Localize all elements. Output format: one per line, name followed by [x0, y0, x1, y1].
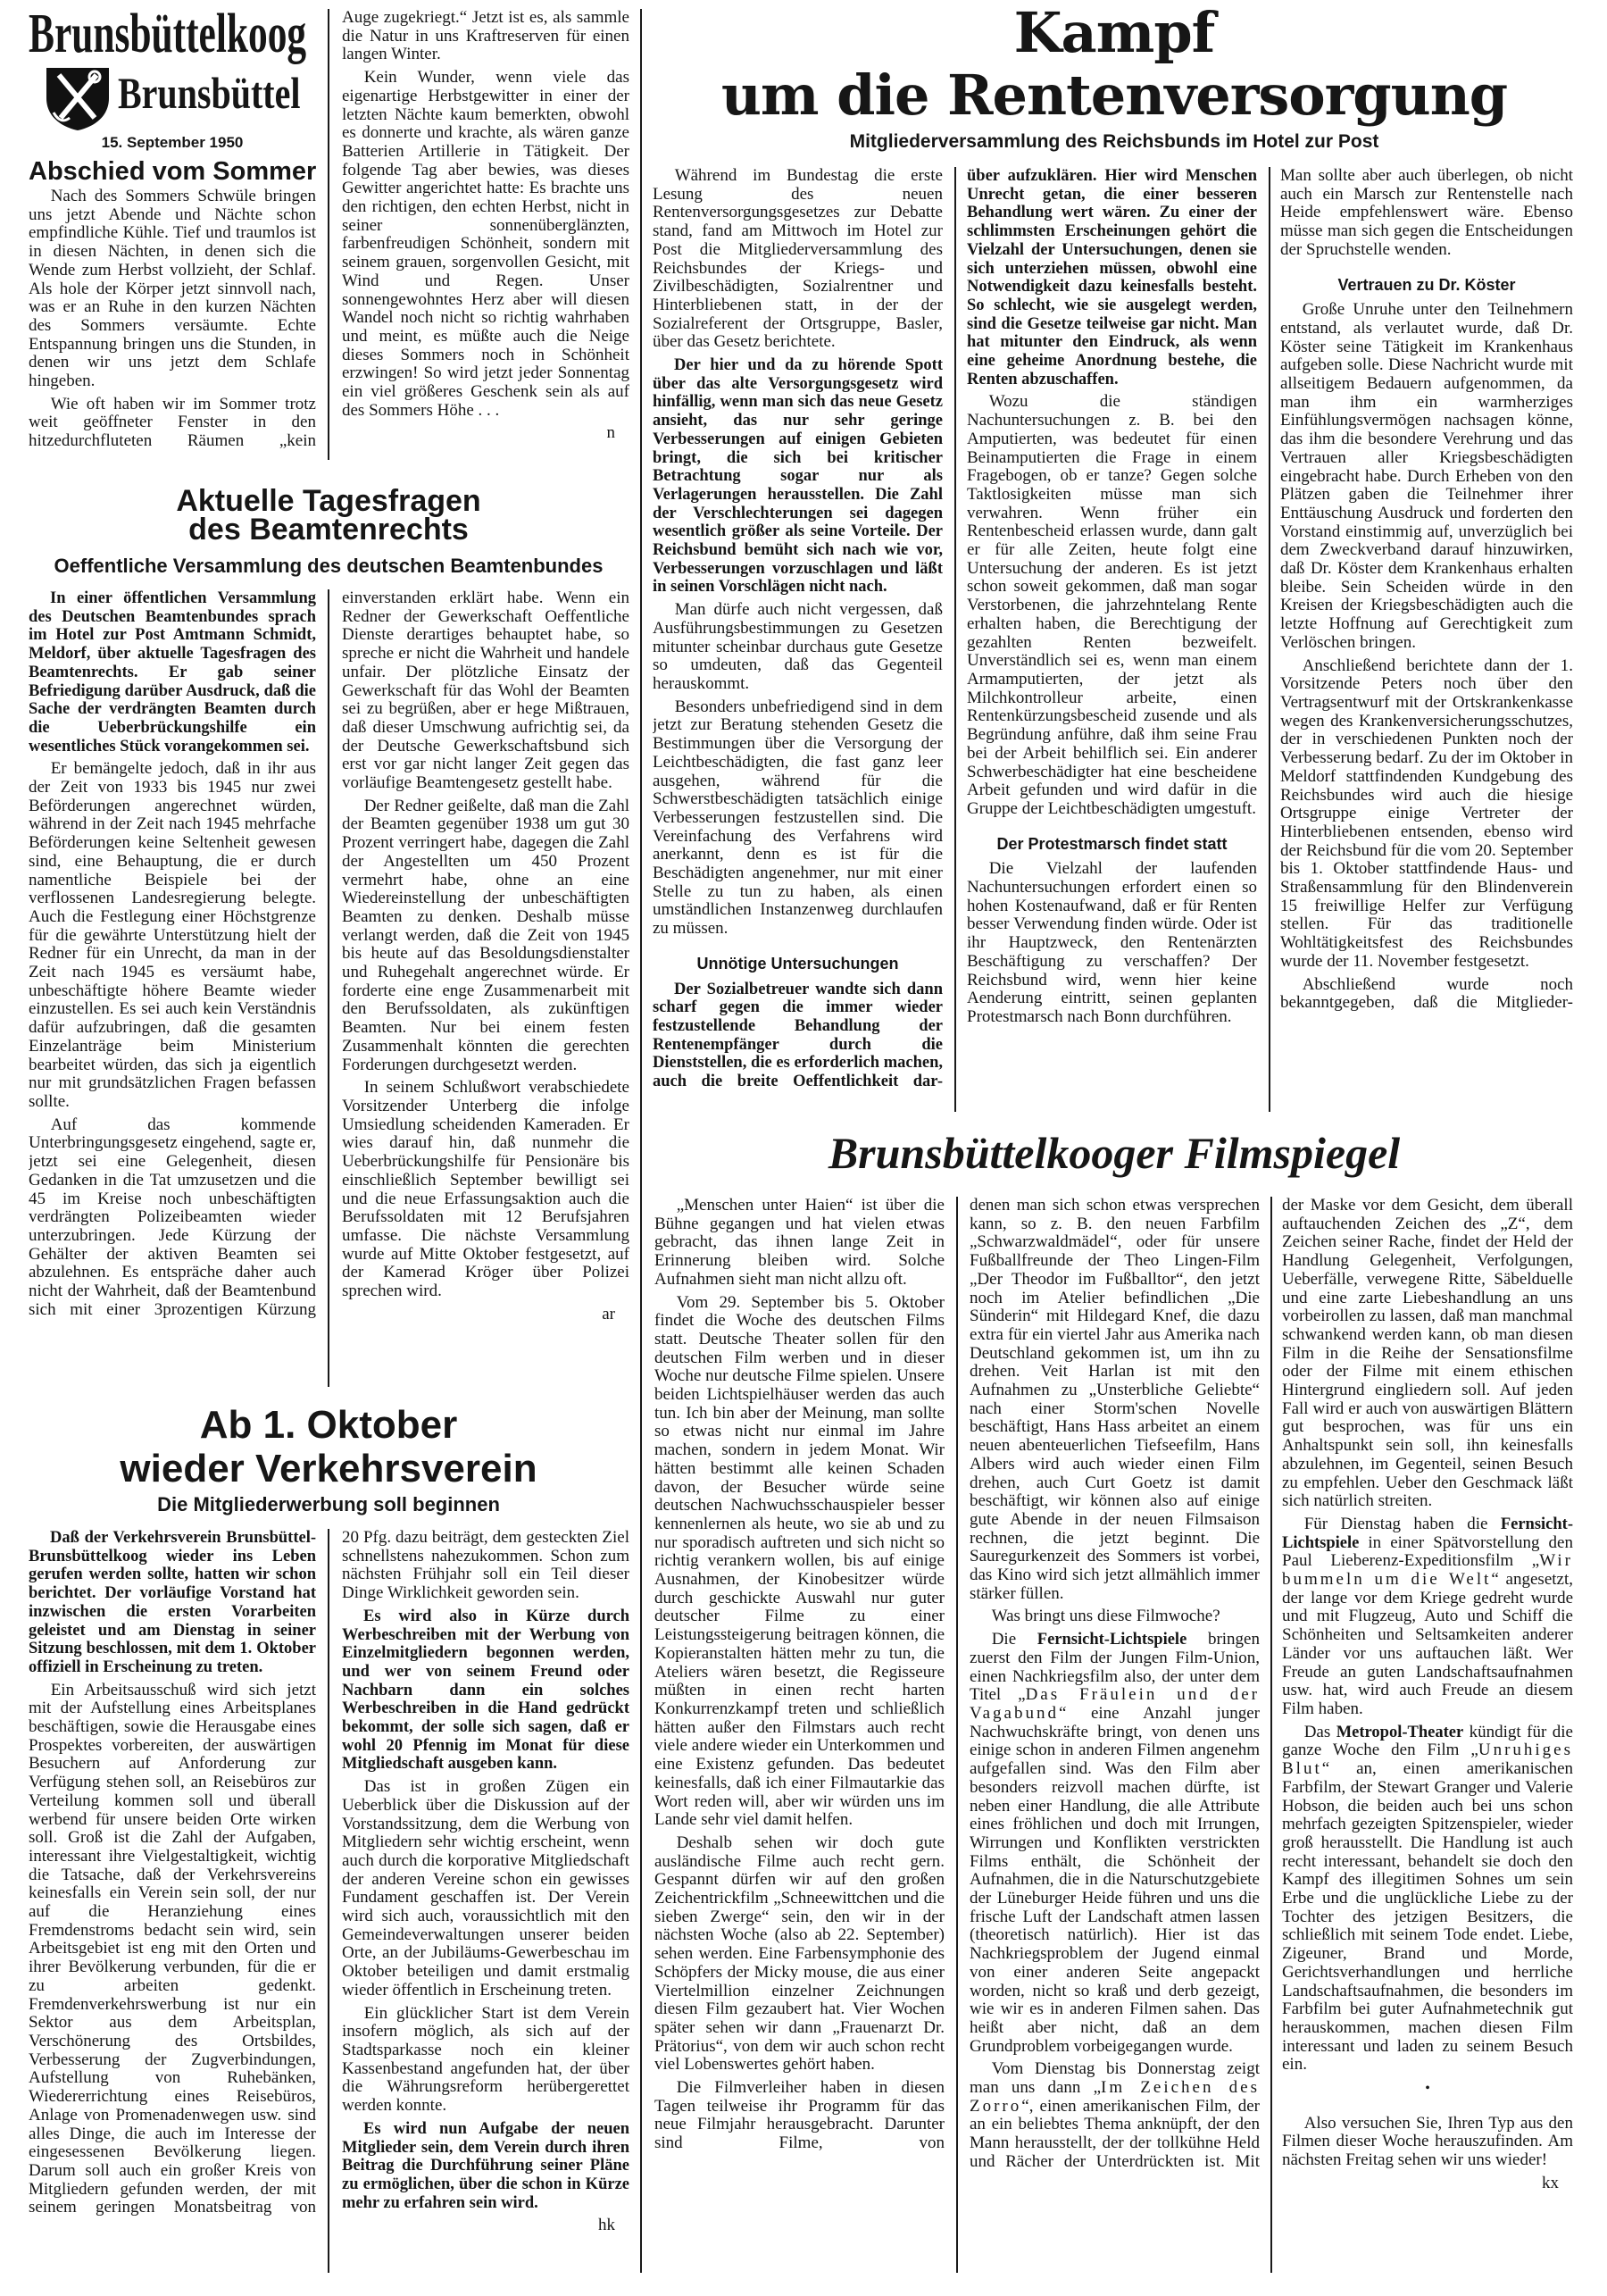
column-rule [954, 167, 956, 1112]
column-rule [956, 1197, 958, 2273]
text-run: bringen zuerst den Film der Jungen Film-Union, einen Nachkriegsfilm also, der unter dem Titel „ [970, 1630, 1260, 1705]
headline-verkehr-line2: wieder Verkehrsverein [120, 1447, 537, 1490]
column-rule [328, 589, 329, 1387]
masthead-title-line2: Brunsbüttel [118, 68, 301, 118]
text-run: “ angesetzt, der lange vor dem Kriege gedreht wurde und mit Flugzeug, Auto und Schiff die Schönheiten und Seltsamkeiten anderer Länder vor uns auftauchen läßt. Wer Freude an guten Landschaftsaufnahmen usw. hat, wird auch Freude an diesem Film haben. [1282, 1570, 1573, 1718]
author-signature: ar [602, 1304, 615, 1323]
paragraph: Auf das kommende Unterbringungsgesetz eingehend, sagte er, jetzt sei eine Gelegenheit, diesen Gedanken in die Tat umzusetzen und die 45 im Kreise noch unbeschäftigten verdrängten Polizeibeamten wieder unterzubringen. Jede Kürzung der Gehälter der aktiven Beamten sei abzulehnen. Es entspräche daher auch nicht der Wahrheit, daß der Beamtenbund sich mit einer 3prozentigen Kürzung [29, 1115, 316, 1319]
paragraph: Wie oft haben wir im Sommer trotz weit geöffneter Fenster in den hitzedurchfluteten Räumen „kein [29, 394, 316, 451]
paragraph: In seinem Schlußwort verabschiedete Vorsitzender Unterberg die infolge Umsiedlung scheidenden Kameraden. Er wies darauf hin, daß nunmehr die Ueberbrückungshilfe für Pensionäre bis einschließlich September bewilligt sei und die neue Erfassungsaktion auch die Berufssoldaten mit 12 Berufsjahren umfasse. Die nächste Versammlung wurde auf Mitte Oktober festgesetzt, auf der Kamerad Kröger über Polizei sprechen wird. [342, 1078, 629, 1301]
paragraph: Man dürfe auch nicht vergessen, daß Ausführungsbestimmungen zu Gesetzen mitunter scheinbar durchaus gute Gesetze so umdeuten, daß das Gegenteil herauskommt. [653, 600, 943, 693]
paragraph: Besonders unbefriedigend sind in dem jetzt zur Beratung stehenden Gesetz die Bestimmungen über die Versorgung der Leichtbeschädigten, die fast ganz leer ausgehen, während für die Schwerstbeschädigten tatsächlich einige Verbesserungen festzustellen sind. Die Vereinfachung des Verfahrens wird anerkannt, denn es ist für die Beschädigten angenehmer, nur mit einer Stelle zu tun zu haben, als einen umständlichen Instanzenweg durchlaufen zu müssen. [653, 697, 943, 939]
subheadline-verkehr: Die Mitgliederwerbung soll beginnen [157, 1493, 500, 1515]
film-title: Unruhiges Blut [1282, 1741, 1573, 1779]
subheadline-beamten: Oeffentliche Versammlung des deutschen Beamtenbundes [54, 555, 604, 577]
paragraph: Der Sozialbetreuer wandte sich dann scharf gegen die immer wieder festzustellende Behandlung der Rentenempfänger durch die Dienststellen, die es erforderlich machen, auch die breite Oeffentlichkeit dar- [653, 980, 943, 1091]
text-run: in einer Spätvorstellung den Paul Lieberenz-Expeditionsfilm „ [1282, 1532, 1573, 1571]
paragraph: Ein Arbeitsausschuß wird sich jetzt mit der Aufstellung eines Arbeitsplanes beschäftigen, sowie die Herausgabe eines Prospektes vorbereiten, der auswärtigen Besuchern auf Anforderung zur Verfügung stehen soll, an Reisebüros zur Verteilung kommen soll und überall werbend für unsere beiden Orte wirken soll. Groß ist die Zahl der Aufgaben, interessant ihre Vielgestaltigkeit, wichtig die Tatsache, daß der Verkehrsvereins keinesfalls ein Verein sein soll, der nur auf die Heranziehung eines Fremdenstroms bedacht sein wird, sein Arbeitsgebiet ist eng mit den Orten und ihrer Bevölkerung verbunden, für die er zu arbeiten gedenkt. Fremdenverkehrswerbung ist nur ein Sektor aus dem Arbeitsplan, Verschönerung des Ortsbildes, Verbesserung der Zugverbindungen, Aufstellung von Ruhebänken, Wiedererrichtung eines Reisebüros, Anlage von Promenadenwegen usw. sind alles Dinge, die auch im Interesse der eingesessenen Bevölkerung liegen. Darum soll auch ein großer Kreis von Mitgliedern gefunden werden, der mit seinem geringen Monatsbeitrag von [29, 1680, 316, 2217]
text-run: “, einen amerikanischen Film, der an ein beliebtes Thema anknüpft, der den Mann herausstellt, der der tollkühne Held und Rächer der Unterdrückten ist. Mit [970, 2096, 1260, 2171]
cinema-name: Fernsicht-Lichtspiele [1037, 1631, 1187, 1649]
headline-renten-line1: Kampf [1013, 0, 1215, 65]
paragraph: Auge zugekriegt.“ Jetzt ist es, als sammle die Natur in uns Kraftreserven für einen langen Winter. [342, 9, 629, 64]
film-title: Wir bummeln um die Welt [1282, 1551, 1573, 1590]
column-rule [328, 1529, 329, 2273]
paragraph: einverstanden erklärt habe. Wenn ein Redner der Gewerkschaft Oeffentliche Dienste derartiges behauptet habe, so spreche er nicht die Wahrheit und handele unfair. Der plötzliche Einsatz der Gewerkschaft für das Wohl der Beamten sei zu begrüßen, aber er hege Mißtrauen, daß dieser Umschwung aufrichtig sei, da der Deutsche Gewerkschaftsbund sich erst vor gar nicht langer Zeit gegen das vorläufige Beamtengesetz gestellt habe. [342, 589, 629, 793]
headline-verkehr-line1: Ab 1. Oktober [199, 1403, 458, 1447]
article-renten-column-1 [653, 167, 943, 1114]
article-beamten-column-1 [29, 589, 316, 1389]
paragraph: Man sollte aber auch überlegen, ob nicht auch ein Marsch zur Rentenstelle nach Heide empfehlenswert wäre. Ebenso müsse man sich gegen die Entscheidungen der Spruchstelle wenden. [1280, 167, 1573, 259]
issue-date: 15. September 1950 [101, 134, 244, 151]
column-rule [1270, 1197, 1272, 2273]
paragraph: Das ist in großen Zügen ein Ueberblick über die Diskussion auf der Vorstandssitzung, dem die Werbung von Mitgliedern sehr wichtig erscheint, wenn auch durch die korporative Mitgliedschaft der anderen Vereine schon ein gewisses Fundament geschaffen ist. Der Verein wird sich auch, voraussichtlich mit den Gemeindeverwaltungen unserer beiden Orte, an der Jubiläums-Gewerbeschau im Oktober beteiligen und damit erstmalig wieder öffentlich in Erscheinung treten. [342, 1777, 629, 2000]
paragraph: Ein glücklicher Start ist dem Verein insofern möglich, als sich auf der Stadtsparkasse noch ein kleiner Kassenbestand angefunden hat, der über die Währungsreform herübergerettet werden konnte. [342, 2003, 629, 2116]
text-run: Vom Dienstag bis Donnerstag zeigt man uns dann „ [970, 2059, 1260, 2098]
article-verkehr-column-1 [29, 1529, 316, 2275]
paragraph: Nach des Sommers Schwüle bringen uns jetzt Abende und Nächte schon empfindliche Kühle. Tief und traumlos ist in diesen Nächten, in denen sich die Wende zum Herbst vollzieht, der Schlaf. Als hole der Körper jetzt sinnvoll nach, was er an Ruhe in den kurzen Nächten des Sommers versäumte. Echte Entspannung bringen uns die Stunden, in denen wir uns jetzt dem Schlafe hingeben. [29, 188, 316, 391]
headline-beamten-line2: des Beamtenrechts [188, 513, 469, 547]
paragraph: Während im Bundestag die erste Lesung des neuen Rentenversorgungsgesetzes zur Debatte stand, fand am Mittwoch im Hotel zur Post die Mitgliederversammlung des Reichsbundes der Kriegs- und Zivilbeschädigten, Sozialrentner und Hinterbliebenen statt, in der der Sozialreferent der Ortsgruppe, Basler, über das Gesetz berichtete. [653, 167, 943, 352]
paragraph: In einer öffentlichen Versammlung des Deutschen Beamtenbundes sprach im Hotel zur Post Amtmann Schmidt, Meldorf, über aktuelle Tagesfragen des Beamtenrechts. Er gab seiner Befriedigung darüber Ausdruck, daß die Sache der verdrängten Beamten durch die Ueberbrückungshilfe ein wesentliches Stück vorangekommen sei. [29, 589, 316, 756]
text-run: Für Dienstag haben die [1303, 1514, 1501, 1533]
paragraph: Also versuchen Sie, Ihren Typ aus den Filmen dieser Woche herauszufinden. Am nächsten Freitag sehen wir uns wieder! [1282, 2113, 1573, 2170]
subheadline-renten: Mitgliederversammlung des Reichsbunds im Hotel zur Post [849, 131, 1379, 152]
article-abschied-column-1 [29, 188, 316, 469]
separator-bullet: • [1425, 2081, 1430, 2097]
cinema-name: Fernsicht-Lichtspiele [1282, 1515, 1573, 1552]
paragraph: Es wird nun Aufgabe der neuen Mitglieder sein, dem Verein durch ihren Beitrag die Durchführung seiner Pläne zu ermöglichen, über die schon in Kürze mehr zu erfahren sein wird. [342, 2119, 629, 2212]
paragraph: Die Filmverleiher haben in diesen Tagen teilweise ihr Programm für das neue Filmjahr herausgebracht. Darunter sind Filme, von [654, 2078, 945, 2153]
section-rule [640, 9, 642, 2273]
author-signature: kx [1542, 2173, 1559, 2192]
section-subheading: Der Protestmarsch findet statt [996, 834, 1228, 853]
paragraph: Daß der Verkehrsverein Brunsbüttel-Brunsbüttelkoog wieder ins Leben gerufen werden sollte, hatten wir schon berichtet. Der vorläufige Vorstand hat inzwischen die ersten Vorarbeiten geleistet und am Dienstag in seiner Sitzung beschlossen, mit dem 1. Oktober offiziell in Erscheinung zu treten. [29, 1529, 316, 1676]
paragraph: denen man sich schon etwas versprechen kann, so z. B. den neuen Farbfilm „Schwarzwaldmädel“, oder für unsere Fußballfreunde der Theo Lingen-Film „Der Theodor im Fußballtor“, den jetzt noch im Atelier befindlichen „Die Sünderin“ mit Hildegard Knef, die dazu extra für ein viertel Jahr aus Amerika nach Deutschland gekommen ist, um ihn zu drehen. Veit Harlan ist mit den Aufnahmen zu „Unsterbliche Geliebte“ nach einer Storm'schen Novelle beschäftigt, Hans Hass arbeitet an einem neuen abenteuerlichen Tiefseefilm, Hans Albers wird auch wieder einen Film drehen, auch Curt Goetz ist damit beschäftigt, wir können also auf einige gute Abende in der neuen Filmsaison rechnen, die jetzt beginnt. Die Sauregurkenzeit des Sommers ist vorbei, das Kino wird sich jetzt allmählich immer stärker füllen. [970, 1197, 1260, 1603]
paragraph: Was bringt uns diese Filmwoche? [991, 1607, 1220, 1626]
article-film-column-1 [654, 1197, 945, 2275]
paragraph: „Menschen unter Haien“ ist über die Bühne gegangen und hat vielen etwas gebracht, das ihnen lange Zeit in Erinnerung bleiben wird. Solche Aufnahmen sieht man nicht allzu oft. [654, 1197, 945, 1289]
film-title: Das Fräulein und der Vagabund [970, 1685, 1260, 1723]
section-subheading: Vertrauen zu Dr. Köster [1337, 275, 1516, 294]
film-title: Im Zeichen des Zorro [970, 2078, 1260, 2116]
author-signature: n [606, 423, 615, 443]
paragraph [1282, 1724, 1573, 2075]
author-signature: hk [598, 2216, 615, 2235]
paragraph: Kein Wunder, wenn viele das eigenartige Herbstgewitter in einer der letzten Nächte kaum bemerkten, obwohl es donnerte und krachte, als wären ganze Batterien Artillerie in Tätigkeit. Der folgende Tag aber bewies, was dieses Gewitter angerichtet hatte: Es brachte uns den richtigen, den echten Herbst, nicht in seiner sonnenüberglänzten, farbenfreudigen Schönheit, sondern mit seinem grauen, sorgenvollen Gesicht, mit Wind und Regen. Unser sonnengewohntes Herz aber will diesen Wandel noch nicht so richtig wahrhaben und meint, es müßte auch die Neige dieses Sommers noch in Schönheit erzwingen! So wird jetzt jeder Sonnentag ein viel größeres Geschenk sein als auf des Sommers Höhe . . . [342, 68, 629, 420]
text-run: “ an, einen amerikanischen Farbfilm, der Stewart Granger und Valerie Hobson, die beiden auch bei uns schon mehrfach gezeigten Spitzenspieler, wieder groß herausstellt. Die Handlung ist auch recht interessant, behandelt sie doch den Kampf des illegitimen Sohnes um sein Erbe und die unglückliche Liebe zu der Tochter des jetzigen Besitzers, die schließlich mit seinem Tode endet. Liebe, Zigeuner, Brand und Morde, Gerichtsverhandlungen und herrliche Landschaftsaufnahmen, die besonders im Farbfilm bei guter Aufnahmetechnik gut herauskommen, machen diesen Film interessant und laden zu seinem Besuch ein. [1282, 1759, 1573, 2075]
masthead-title-line1: Brunsbüttelkoog [29, 4, 307, 64]
paragraph: Deshalb sehen wir doch gute ausländische Filme auch recht gern. Gespannt dürfen wir auf den großen Zeichentrickfilm „Schneewittchen und die sieben Zwerge“ sein, den wir in der nächsten Woche (also ab 22. September) sehen werden. Eine Farbensymphonie des Schöpfers der Micky mouse, die aus einer Viertelmillion einzelner Zeichnungen diesen Film gezaubert hat. Vier Wochen später sehen wir dann „Frauenarzt Dr. Prätorius“, von dem wir auch schon recht viel Lobenswertes gehört haben. [654, 1833, 945, 2075]
article-film-column-2 [970, 1197, 1260, 2275]
article-abschied-column-2 [342, 9, 629, 473]
column-rule [328, 9, 329, 460]
text-run: Die [991, 1630, 1037, 1649]
paragraph: Große Unruhe unter den Teilnehmern entstand, als verlautet wurde, daß Dr. Köster seine Tätigkeit im Krankenhaus aufgeben solle. Diese Nachricht wurde mit allseitigem Bedauern aufgenommen, da man ihm ein warmherziges Einfühlungsvermögen nachsagen könne, das ihm die besondere Verehrung und das Vertrauen aller Kriegsbeschädigten eingebracht habe. Durch Erheben von den Plätzen gaben die Teilnehmer ihrer Enttäuschung Ausdruck und forderten den Vorstand einstimmig auf, unverzüglich bei dem Zweckverband darauf hinzuwirken, daß Dr. Köster dem Krankenhaus erhalten bleibe. Sein Scheiden würde in den Kreisen der Kriegsbeschädigten auch die letzte Hoffnung auf Gerechtigkeit zum Verlöschen bringen. [1280, 300, 1573, 652]
text-run: “ eine Anzahl junger Nachwuchskräfte bringt, von denen uns einige schon in anderen Filmen angenehm aufgefallen sind. Was den Film aber besonders reizvoll machen dürfte, ist neben einer Handlung, die alle Attribute eines fröhlichen und doch mit Irrungen, Wirrungen und Konflikten verstrickten Films enthält, die Schönheit der Aufnahmen, die in die Naturschutzgebiete der Lüneburger Heide führen und uns die frische Luft der Landschaft atmen lassen (theoretisch natürlich). Hier ist das Nachkriegsproblem der Jugend einmal von einer anderen Seite angepackt worden, nicht so kraß und derb gezeigt, wie wir es in anderen Filmen sahen. Das heißt aber nicht, daß an dem Grundproblem vorbeigegangen wurde. [970, 1703, 1260, 2056]
shield-anchor-icon [41, 63, 114, 132]
article-beamten-column-2 [342, 589, 629, 1389]
paragraph: 20 Pfg. dazu beiträgt, dem gesteckten Ziel schnellstens nahezukommen. Schon zum nächsten Frühjahr soll ein Teil dieser Dinge Wirklichkeit geworden sein. [342, 1529, 629, 1603]
text-run: Das [1303, 1722, 1336, 1741]
article-renten-column-3 [1280, 167, 1573, 1114]
text-run: kündigt für die ganze Woche den Film „ [1282, 1722, 1573, 1760]
headline-beamten-line1: Aktuelle Tagesfragen [176, 484, 481, 518]
article-film-column-3 [1282, 1197, 1573, 2291]
paragraph: Der hier und da zu hörende Spott über das alte Versorgungsgesetz wird hinfällig, wenn man sich das neue Gesetz ansieht, das nur sehr geringe Verbesserungen auf einigen Gebieten bringt, die sich bei kritischer Betrachtung sogar nur als Verlagerungen herausstellen. Die Zahl der Verschlechterungen sei dagegen wesentlich größer als seine Vorteile. Der Reichsbund bemüht sich nach wie vor, Verbesserungen vorzuschlagen und läßt in seinen Vorschlägen nicht nach. [653, 356, 943, 597]
paragraph: Es wird also in Kürze durch Werbeschreiben mit der Werbung von Einzelmitgliedern begonnen werden, und wer von seinem Freund oder Nachbarn dann ein solches Werbeschreiben in die Hand gedrückt bekommt, der solle sich sagen, daß er wohl 20 Pfennig im Monat für diese Mitgliedschaft ausgeben kann. [342, 1607, 629, 1774]
paragraph [970, 2060, 1260, 2171]
paragraph: Er bemängelte jedoch, daß in ihr aus der Zeit von 1933 bis 1945 nur zwei Beförderungen angerechnet würden, während in der Zeit nach 1945 mehrfache Beförderungen keine Seltenheit gewesen sind, eine Behauptung, die er durch namentliche Beispiele bei der verflossenen Landesregierung belegte. Auch die Festlegung einer Höchstgrenze für die gewährte Unterstützung hielt der Redner für ein Unrecht, da man in der Zeit nach 1945 es versäumt habe, unbeschäftigte höhere Beamte wieder einzustellen. Es sei auch kein Verständnis dafür aufzubringen, daß die gesamten Einzelanträge beim Ministerium bearbeitet würden, das sich ja eigentlich nur mit grundsätzlichen Fragen befassen sollte. [29, 759, 316, 1111]
paragraph: der Maske vor dem Gesicht, dem überall auftauchenden Zeichen des „Z“, dem Zeichen seiner Rache, findet der Held der Handlung Gelegenheit, Verfolgungen, Ueberfälle, verwegene Ritte, Säbelduelle und eine zarte Liebeshandlung an uns vorbeirollen zu lassen, daß man manchmal schwankend werden kann, ob man diesen Film in die Reihe der Sensationsfilme oder der Filme mit einem ethischen Hintergrund eingliedern soll. Auf jeden Fall wird er auch von auswärtigen Blättern gut besprochen, was für uns ein Anhaltspunkt sein soll, ihn keinesfalls abzulehnen, im Gegenteil, seinen Besuch zu empfehlen. Ueber den Geschmack läßt sich natürlich streiten. [1282, 1197, 1573, 1511]
article-verkehr-column-2 [342, 1529, 629, 2288]
headline-abschied: Abschied vom Sommer [29, 157, 317, 186]
paragraph: Die Vielzahl der laufenden Nachuntersuchungen erfordert einen so hohen Kostenaufwand, daß er für Renten besser Verwendung finden würde. Oder ist ihr Hauptzweck, den Rentenärzten Beschäftigung zu verschaffen? Der Reichsbund wird, wenn hier keine Aenderung eintritt, seinen geplanten Protestmarsch nach Bonn durchführen. [967, 859, 1257, 1026]
article-renten-column-2 [967, 167, 1257, 1114]
paragraph [1282, 1515, 1573, 1719]
paragraph: Der Redner geißelte, daß man die Zahl der Beamten gegenüber 1938 um gut 30 Prozent verringert habe, dagegen die Zahl der Angestellten um 450 Prozent vermehrt habe, ohne an eine Wiedereinstellung der unbeschäftigten Beamten zu denken. Deshalb müsse verlangt werden, daß die Zeit von 1945 bis heute auf das Besoldungsdienstalter und Ruhegehalt angerechnet würde. Er forderte eine enge Zusammenarbeit mit den Berufssoldaten, als zukünftigen Beamten. Nur bei einem festen Zusammenhalt könnten die gerechten Forderungen durchgesetzt werden. [342, 796, 629, 1074]
headline-filmspiegel: Brunsbüttelkooger Filmspiegel [828, 1128, 1401, 1178]
column-rule [1269, 167, 1270, 1112]
cinema-name: Metropol-Theater [1336, 1723, 1464, 1741]
headline-renten-line2: um die Rentenversorgung [720, 63, 1508, 128]
section-subheading: Unnötige Untersuchungen [696, 954, 899, 973]
paragraph: über aufzuklären. Hier wird Menschen Unrecht getan, die einer besseren Behandlung wert wären. Zu einer der schlimmsten Erscheinungen gehört die Vielzahl der Untersuchungen, denen sie sich unterziehen müssen, obwohl eine Notwendigkeit dazu keinesfalls besteht. So schlecht, wie sie ausgelegt werden, sind die Gesetze teilweise gar nicht. Man hat mitunter den Eindruck, als wenn eine geheime Anordnung bestehe, die Renten abzuschaffen. [967, 167, 1257, 388]
paragraph: Abschließend wurde noch bekanntgegeben, daß die Mitglieder- [1280, 974, 1573, 1013]
paragraph: Anschließend berichtete dann der 1. Vorsitzende Peters noch über den Vertragsentwurf mit der Ortskrankenkasse wegen des Krankenversicherungsschutzes, der in verschiedenen Punkten noch der Verbesserung bedarf. Zu der im Oktober in Meldorf stattfindenden Kundgebung des Reichsbundes wird auch die hiesige Ortsgruppe einige Vertreter der Hinterbliebenen entsenden, ebenso wird der Reichsbund für die vom 20. September bis 1. Oktober stattfindende Haus- und Straßensammlung für den Blindenverein 15 freiwillige Helfer zur Verfügung stellen. Für das traditionelle Wohltätigkeitsfest des Reichsbundes wurde der 11. November festgesetzt. [1280, 655, 1573, 971]
paragraph [970, 1631, 1260, 2056]
paragraph: Vom 29. September bis 5. Oktober findet die Woche des deutschen Films statt. Deutsche Theater sollen für den deutschen Film werben und in dieser Woche nur deutsche Filme spielen. Unsere beiden Lichtspielhäuser werden das auch tun. Ich bin aber der Meinung, man sollte so etwas nicht nur einmal im Jahre machen, sondern in jedem Monat. Wir hätten bestimmt alle keinen Schaden davon, der Besucher würde seine deutschen Nachwuchsschauspieler besser kennenlernen als heute, wo sie ab und zu nur sporadisch auftreten und sich nicht so richtig verankern wollen, bis auf einige Ausnahmen, der Kinobesitzer würde durch geschickte Auswahl nur guter deutscher Filme zu einer Leistungssteigerung beitragen können, die Kopieranstalten hätten mehr zu tun, die Ateliers wären besetzt, die Regisseure müßten in einen recht harten Konkurrenzkampf treten und schließlich hätten außer den Filmstars auch recht viele andere wieder ein Unterkommen und eine Existenz gefunden. Das bedeutet keinesfalls, daß ich einer Filmautarkie das Wort reden will, aber wir würden uns im Lande sehr viel damit helfen. [654, 1292, 945, 1830]
paragraph: Wozu die ständigen Nachuntersuchungen z. B. bei den Amputierten, was bedeutet für einen Beinamputierten die Frage in einem Fragebogen, ob er tanze? Gegen solche Taktlosigkeiten müsse man sich verwahren. Wenn früher ein Rentenbescheid erlassen wurde, dann galt er für alle Zeiten, heute folgt eine Untersuchung der anderen. Es ist jetzt schon soweit gekommen, daß man sogar Verstorbenen, die jahrzehntelang Rente erhalten haben, die Berechtigung der gezahlten Renten bezweifelt. Unverständlich sei es, wenn man einem Armamputierten, der jetzt als Milchkontrolleur arbeite, einen Rentenkürzungsbescheid zusende und als Begründung anführe, daß ihm seine Frau bei der Arbeit behilflich sei. Ein anderer Schwerbeschädigter hat eine bescheidene Arbeit gefunden und wird dafür in die Gruppe der Leichtbeschädigten umgestuft. [967, 392, 1257, 818]
